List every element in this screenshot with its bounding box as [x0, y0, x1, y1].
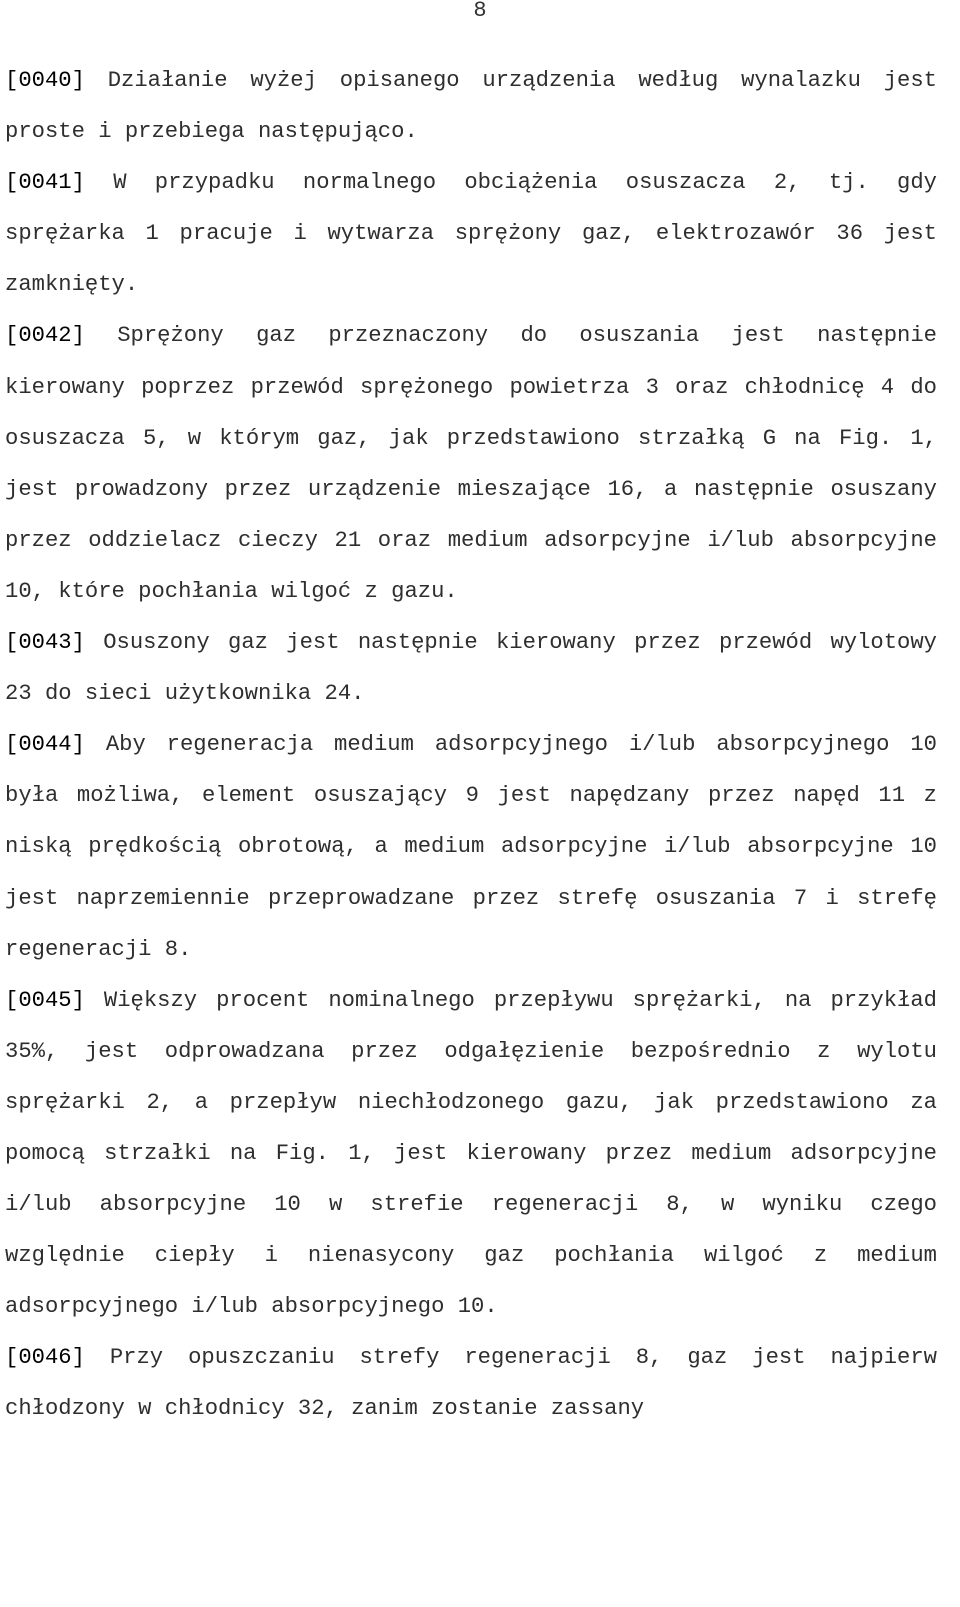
paragraph-id: [0046]	[5, 1345, 85, 1371]
paragraph-text: Aby regeneracja medium adsorpcyjnego i/lub absorpcyjnego 10 była możliwa, element osuszający 9 jest napędzany przez napęd 11 z niską prędkością obrotową, a medium adsorpcyjne i/lub absorpcyjne 10 jest naprzemiennie przeprowadzane przez strefę osuszania 7 i strefę regeneracji 8.	[5, 732, 937, 962]
paragraph-text: Przy opuszczaniu strefy regeneracji 8, gaz jest najpierw chłodzony w chłodnicy 32, zanim zostanie zassany	[5, 1345, 937, 1422]
paragraph-0041	[5, 157, 937, 310]
paragraph-0046	[5, 1332, 937, 1434]
paragraph-text: Działanie wyżej opisanego urządzenia według wynalazku jest proste i przebiega następująco.	[5, 68, 937, 145]
paragraph-id: [0044]	[5, 732, 85, 758]
paragraph-text: Sprężony gaz przeznaczony do osuszania jest następnie kierowany poprzez przewód sprężonego powietrza 3 oraz chłodnicę 4 do osuszacza 5, w którym gaz, jak przedstawiono strzałką G na Fig. 1, jest prowadzony przez urządzenie mieszające 16, a następnie osuszany przez oddzielacz cieczy 21 oraz medium adsorpcyjne i/lub absorpcyjne 10, które pochłania wilgoć z gazu.	[5, 323, 937, 604]
paragraph-0044	[5, 719, 937, 974]
paragraph-id: [0042]	[5, 323, 85, 349]
paragraph-text: W przypadku normalnego obciążenia osuszacza 2, tj. gdy sprężarka 1 pracuje i wytwarza sprężony gaz, elektrozawór 36 jest zamknięty.	[5, 170, 937, 298]
paragraph-0042	[5, 310, 937, 617]
paragraph-id: [0041]	[5, 170, 85, 196]
page-number: 8	[473, 0, 487, 23]
paragraph-id: [0040]	[5, 68, 85, 93]
paragraph-0045	[5, 975, 937, 1333]
paragraph-id: [0043]	[5, 630, 85, 656]
paragraph-0040	[5, 55, 937, 157]
document-body	[5, 55, 937, 1435]
paragraph-id: [0045]	[5, 987, 85, 1013]
paragraph-text: Osuszony gaz jest następnie kierowany przez przewód wylotowy 23 do sieci użytkownika 24.	[5, 630, 937, 707]
paragraph-0043	[5, 617, 937, 719]
paragraph-text: Większy procent nominalnego przepływu sprężarki, na przykład 35%, jest odprowadzana przez odgałęzienie bezpośrednio z wylotu sprężarki 2, a przepływ niechłodzonego gazu, jak przedstawiono za pomocą strzałki na Fig. 1, jest kierowany przez medium adsorpcyjne i/lub absorpcyjne 10 w strefie regeneracji 8, w wyniku czego względnie ciepły i nienasycony gaz pochłania wilgoć z medium adsorpcyjnego i/lub absorpcyjnego 10.	[5, 987, 937, 1320]
